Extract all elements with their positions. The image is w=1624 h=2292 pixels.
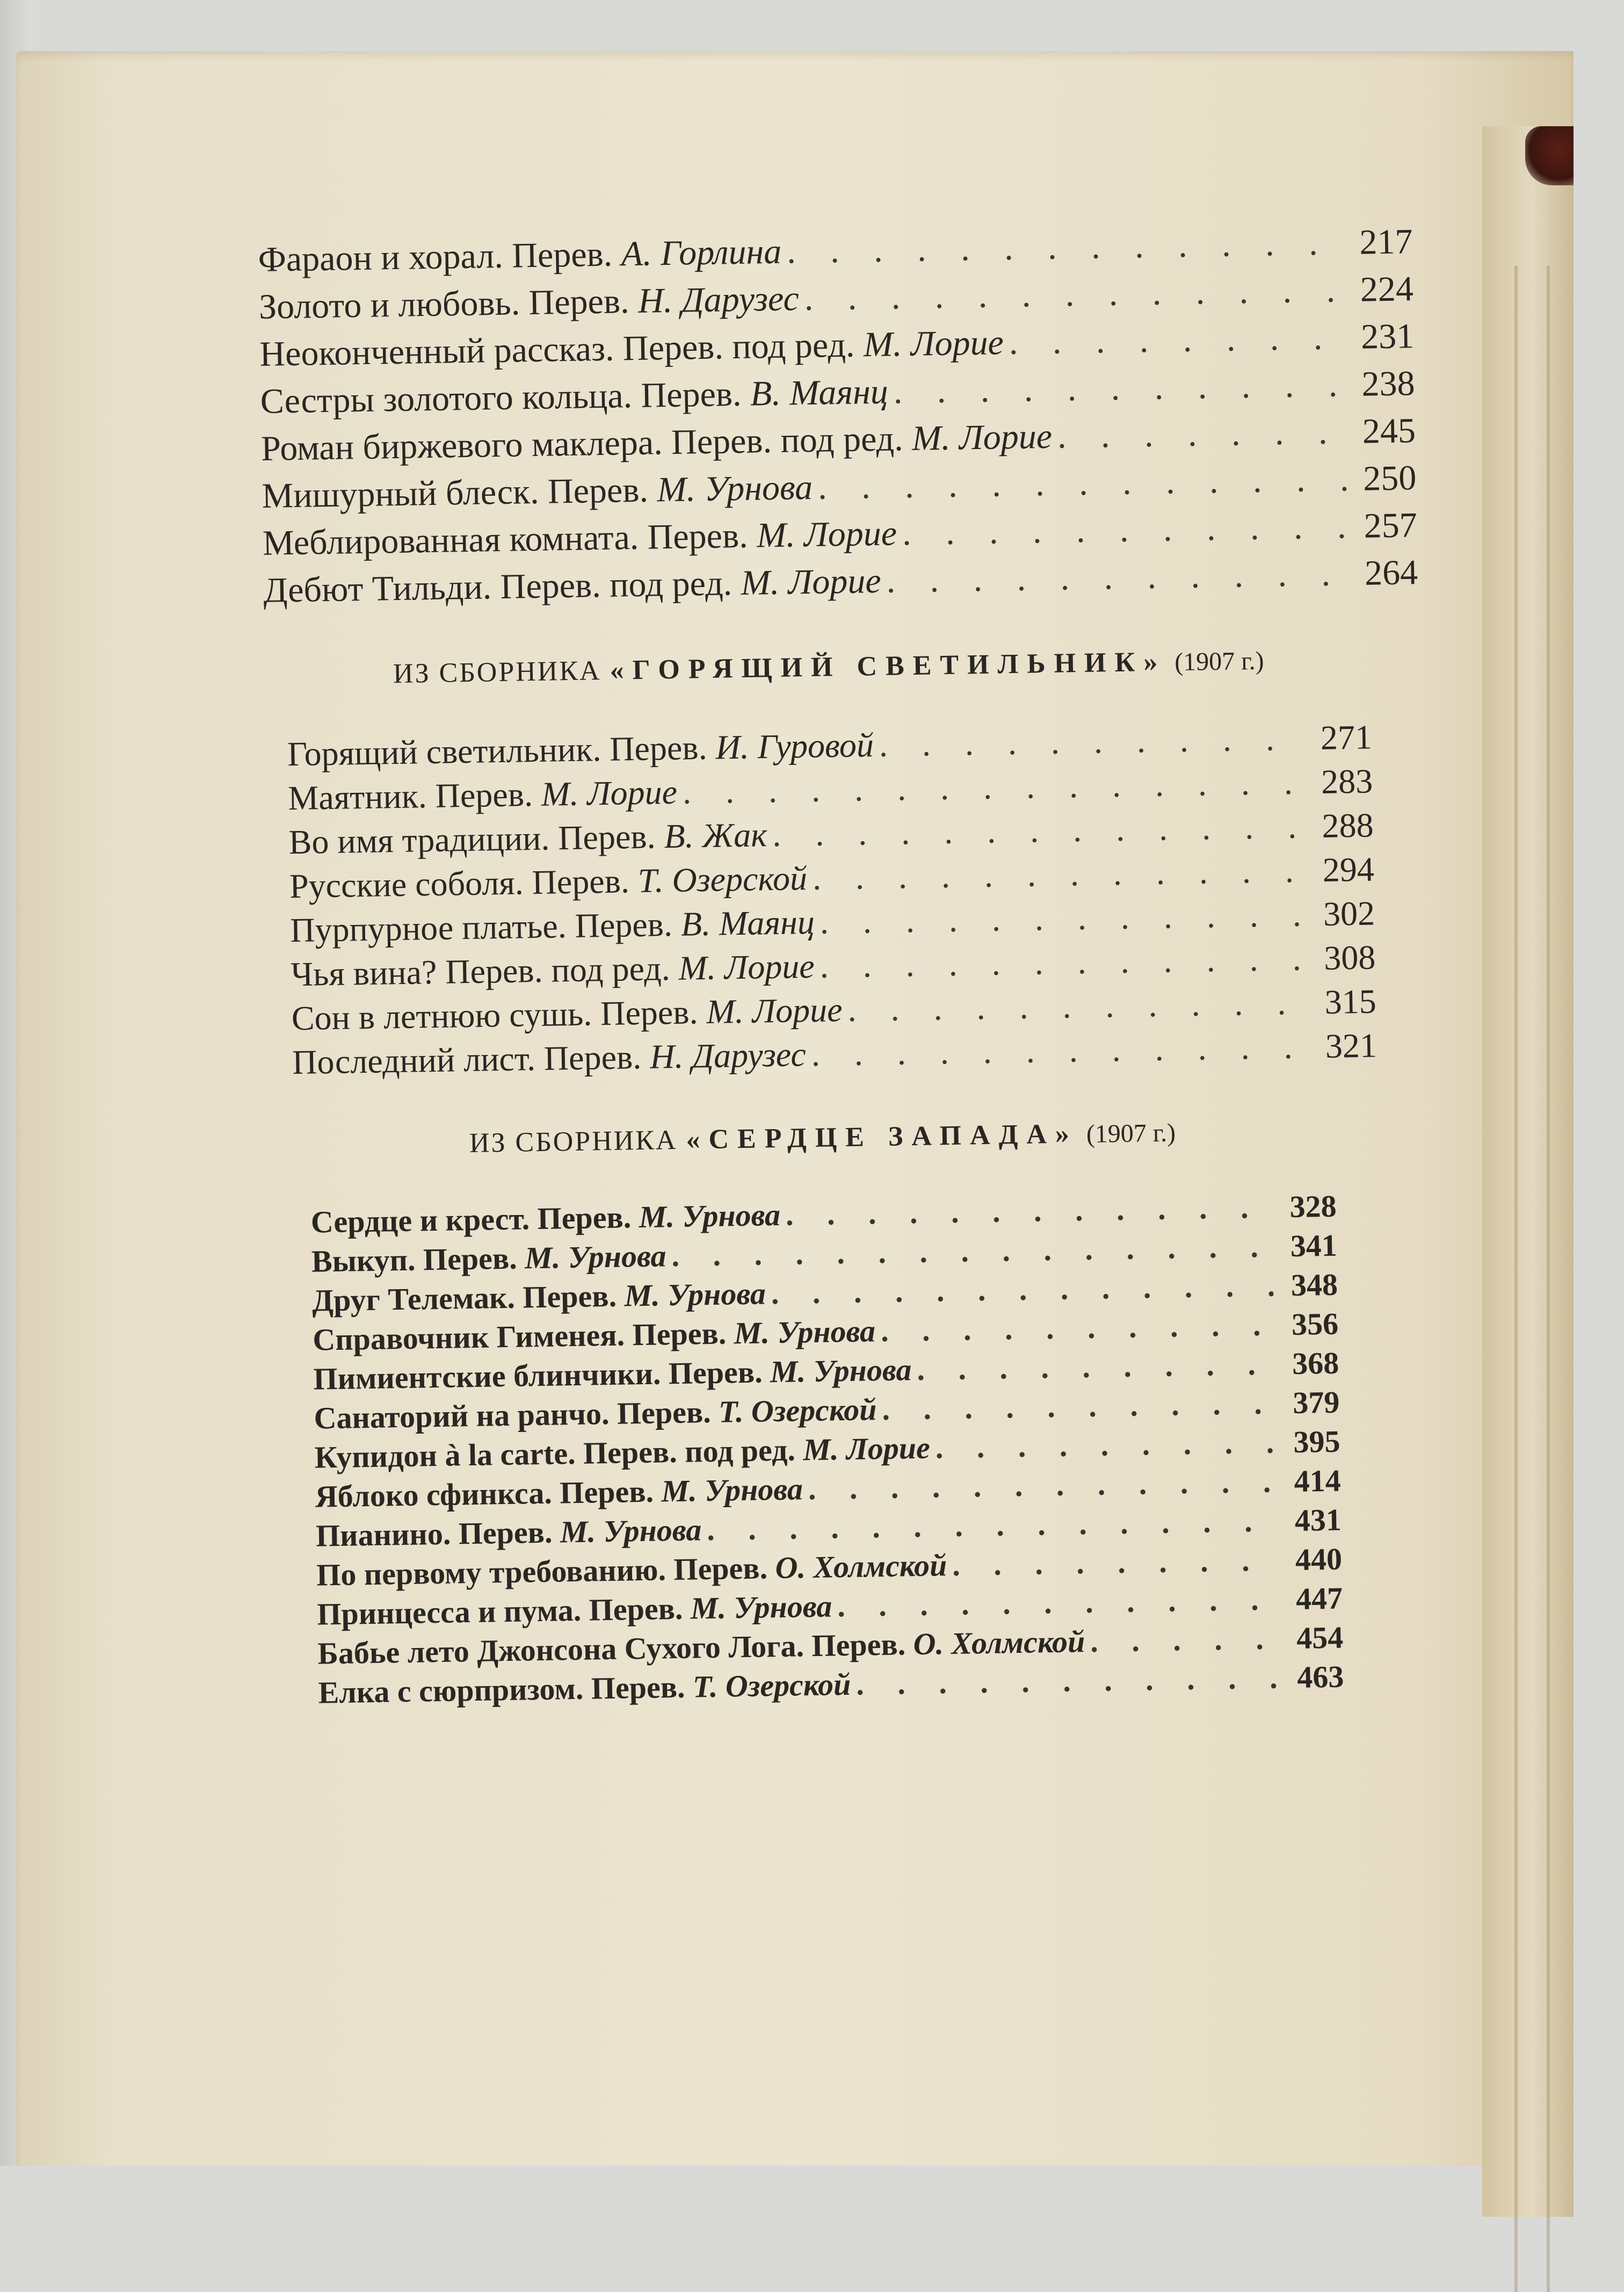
section-heading-prefix: ИЗ СБОРНИКА — [469, 1124, 686, 1159]
story-title: Дебют Тильди. Перев. под ред. — [263, 563, 742, 610]
page-number: 440 — [1295, 1541, 1343, 1577]
page-number: 368 — [1292, 1345, 1339, 1381]
section-heading-year: (1907 г.) — [1086, 1118, 1176, 1148]
page-number: 308 — [1323, 938, 1376, 977]
page-edge — [1482, 126, 1574, 2217]
story-title: Бабье лето Джонсона Сухого Лога. Перев. — [317, 1626, 914, 1671]
page-number: 257 — [1364, 505, 1418, 546]
story-title: Елка с сюрпризом. Перев. — [318, 1669, 693, 1710]
toc-section — [286, 630, 1378, 1085]
story-title: Золото и любовь. Перев. — [258, 281, 639, 327]
story-title: Сон в летнюю сушь. Перев. — [291, 993, 707, 1038]
translator-name: О. Холмской — [913, 1624, 1085, 1662]
story-title: Неоконченный рассказ. Перев. под ред. — [259, 325, 864, 374]
translator-name: В. Жак — [663, 815, 767, 856]
story-title: Выкуп. Перев. — [311, 1240, 525, 1279]
story-title: Купидон à la carte. Перев. под ред. — [314, 1432, 803, 1475]
toc-entry-title — [315, 1510, 701, 1555]
translator-name: М. Лорие — [741, 561, 882, 603]
translator-name: М. Урнова — [770, 1352, 912, 1390]
page-edge-line — [1547, 266, 1550, 2292]
toc-entry-title — [263, 558, 882, 614]
translator-name: М. Лорие — [541, 772, 678, 813]
story-title: Русские соболя. Перев. — [289, 862, 639, 906]
story-title: Пианино. Перев. — [315, 1514, 561, 1553]
section-heading-prefix: ИЗ СБОРНИКА — [393, 655, 611, 690]
story-title: Принцесса и пума. Перев. — [316, 1590, 691, 1632]
toc-section — [309, 1101, 1344, 1712]
toc-entry-title — [292, 1032, 807, 1084]
story-title: Чья вина? Перев. под ред. — [291, 949, 679, 994]
page-number: 395 — [1293, 1423, 1340, 1459]
toc-section — [258, 218, 1418, 614]
dot-leader — [820, 892, 1311, 944]
section-heading — [309, 1101, 1336, 1176]
section-heading-year: (1907 г.) — [1174, 646, 1264, 677]
dot-leader — [886, 550, 1354, 605]
story-title: Санаторий на ранчо. Перев. — [314, 1394, 719, 1436]
toc-entry-title — [291, 944, 815, 996]
translator-name: М. Урнова — [639, 1197, 781, 1235]
section-heading — [286, 630, 1371, 706]
dot-leader — [772, 804, 1309, 857]
dot-leader — [935, 1423, 1276, 1467]
story-title: Пимиентские блинчики. Перев. — [313, 1354, 771, 1397]
toc-entry-title — [258, 228, 782, 284]
story-title: Сестры золотого кольца. Перев. — [260, 374, 751, 421]
translator-name: Т. Озерской — [718, 1392, 877, 1429]
page-number: 341 — [1290, 1227, 1338, 1264]
page-number: 302 — [1323, 894, 1375, 933]
dot-leader — [880, 1305, 1274, 1350]
page-number: 288 — [1321, 806, 1374, 845]
toc-entry-title — [311, 1236, 666, 1281]
story-title: Фараон и хорал. Перев. — [258, 234, 622, 279]
dot-leader — [811, 1024, 1313, 1076]
toc-entry-title — [288, 770, 678, 820]
translator-name: М. Урнова — [624, 1276, 766, 1313]
book-cover-corner — [1525, 126, 1574, 185]
translator-name: М. Лорие — [706, 990, 843, 1031]
page-number: 294 — [1322, 850, 1375, 889]
toc-entry-title — [288, 813, 767, 864]
story-title: Мишурный блеск. Перев. — [262, 470, 657, 516]
dot-leader — [879, 716, 1308, 767]
translator-name: М. Урнова — [690, 1588, 832, 1626]
toc-entry-title — [318, 1665, 851, 1712]
translator-name: А. Горлина — [621, 232, 782, 274]
dot-leader — [837, 1579, 1279, 1625]
story-title: По первому требованию. Перев. — [316, 1550, 776, 1593]
dot-leader — [1090, 1618, 1279, 1661]
story-title: Сердце и крест. Перев. — [310, 1199, 640, 1240]
translator-name: М. Лорие — [678, 946, 815, 987]
section-heading-title: «СЕРДЦЕ ЗАПАДА» — [686, 1118, 1078, 1155]
page-number: 454 — [1296, 1619, 1344, 1655]
page-number: 250 — [1362, 458, 1417, 498]
dot-leader — [952, 1540, 1278, 1585]
page-number: 463 — [1296, 1659, 1344, 1695]
translator-name: Т. Озерской — [692, 1666, 851, 1704]
dot-leader — [804, 266, 1350, 322]
toc-entry-title — [290, 900, 815, 952]
page-number: 238 — [1361, 364, 1416, 404]
translator-name: М. Урнова — [656, 467, 813, 510]
translator-name: М. Лорие — [802, 1430, 931, 1467]
page-number: 356 — [1291, 1306, 1339, 1342]
translator-name: О. Холмской — [775, 1548, 947, 1586]
story-title: Яблоко сфинкса. Перев. — [315, 1473, 662, 1514]
dot-leader — [902, 503, 1353, 557]
page-edge-line — [1514, 266, 1518, 2292]
page-number: 231 — [1360, 316, 1415, 357]
story-title: Последний лист. Перев. — [292, 1037, 650, 1082]
section-heading-title: «ГОРЯЩИЙ СВЕТИЛЬНИК» — [610, 646, 1166, 686]
page-number: 321 — [1325, 1026, 1378, 1065]
translator-name: В. Маянц — [750, 372, 889, 414]
dot-leader — [917, 1344, 1275, 1389]
dot-leader — [893, 361, 1351, 415]
page-number: 283 — [1321, 762, 1373, 801]
translator-name: М. Лорие — [756, 514, 897, 555]
toc-entry-title — [262, 464, 813, 520]
toc-entry-title — [291, 988, 843, 1040]
toc-entry-title — [289, 856, 807, 908]
dot-leader — [856, 1658, 1280, 1703]
story-title: Маятник. Перев. — [287, 775, 542, 818]
story-title: Меблированная комната. Перев. — [262, 516, 757, 563]
page-number: 271 — [1320, 718, 1373, 757]
page-number: 224 — [1360, 269, 1414, 309]
story-title: Горящий светильник. Перев. — [287, 728, 716, 773]
page-number: 245 — [1362, 411, 1416, 451]
page-number: 315 — [1324, 982, 1377, 1021]
page-number: 414 — [1294, 1463, 1342, 1499]
dot-leader — [820, 936, 1311, 988]
story-title: Пурпурное платье. Перев. — [289, 905, 682, 950]
page-number: 264 — [1364, 553, 1418, 593]
toc-entry-title — [312, 1274, 766, 1320]
translator-name: Н. Дарузес — [649, 1035, 807, 1076]
page-number: 431 — [1294, 1502, 1342, 1538]
translator-name: М. Урнова — [734, 1313, 876, 1351]
dot-leader — [817, 455, 1352, 511]
page-number: 447 — [1295, 1580, 1343, 1616]
story-title: Справочник Гименея. Перев. — [312, 1315, 735, 1357]
dot-leader — [808, 1462, 1277, 1508]
translator-name: В. Маянц — [680, 902, 815, 943]
story-title: Во имя традиции. Перев. — [288, 817, 665, 862]
dot-leader — [812, 848, 1310, 900]
story-title: Друг Телемак. Перев. — [311, 1278, 625, 1318]
translator-name: М. Лорие — [863, 323, 1004, 365]
table-of-contents — [258, 218, 1436, 1712]
translator-name: М. Урнова — [524, 1238, 666, 1276]
dot-leader — [786, 219, 1349, 275]
translator-name: Н. Дарузес — [637, 279, 800, 321]
dot-leader — [1009, 314, 1350, 366]
dot-leader — [847, 980, 1312, 1032]
translator-name: М. Урнова — [560, 1512, 702, 1550]
story-title: Роман биржевого маклера. Перев. под ред. — [260, 418, 912, 468]
dot-leader — [1057, 408, 1351, 460]
translator-name: Т. Озерской — [637, 859, 808, 900]
translator-name: М. Лорие — [911, 416, 1053, 458]
dot-leader — [882, 1384, 1275, 1429]
toc-entry-title — [258, 275, 799, 331]
page-number: 328 — [1289, 1188, 1337, 1225]
toc-entry-title — [310, 1195, 780, 1242]
page-number: 348 — [1291, 1267, 1338, 1303]
page-number: 379 — [1292, 1384, 1340, 1420]
translator-name: И. Гуровой — [715, 726, 874, 767]
translator-name: М. Урнова — [661, 1471, 803, 1509]
page-number: 217 — [1359, 222, 1413, 262]
